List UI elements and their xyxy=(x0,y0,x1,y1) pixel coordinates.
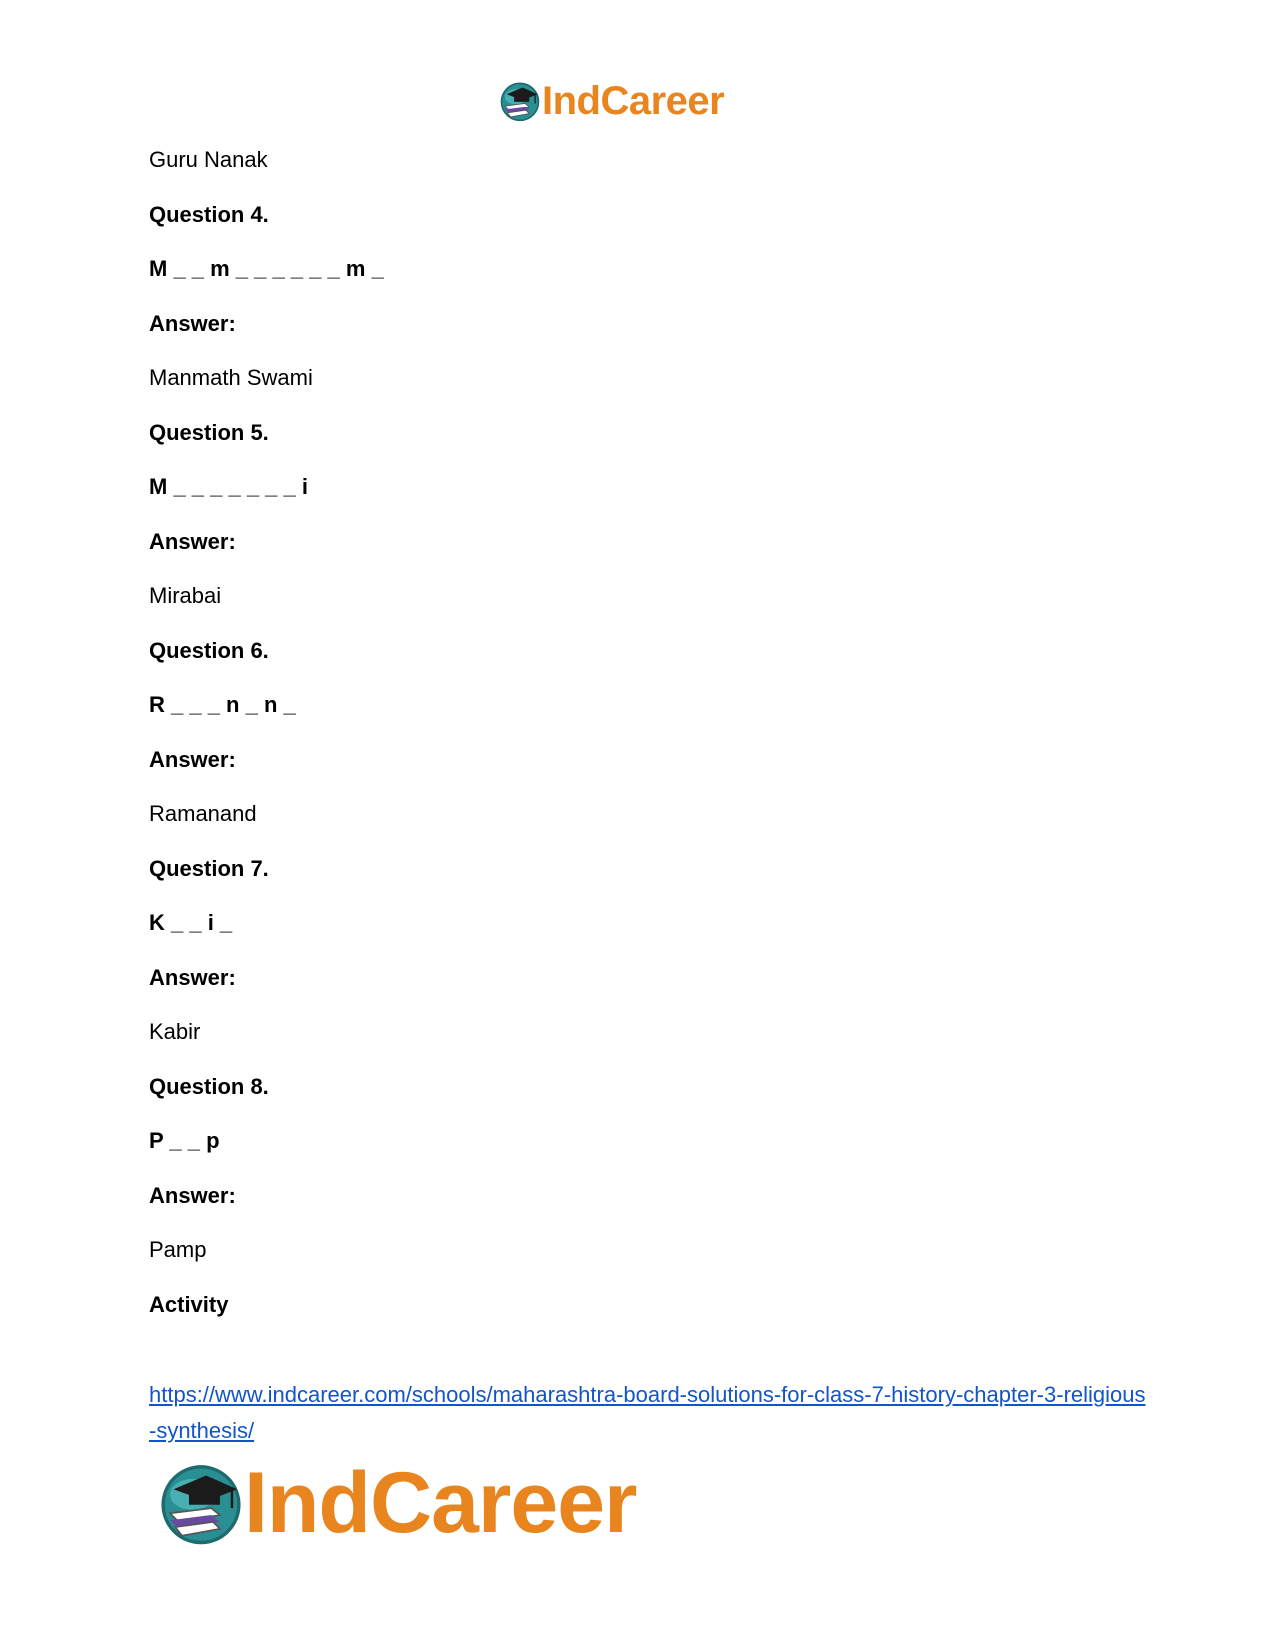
puzzle-clue: P _ _ p xyxy=(149,1128,220,1153)
question-heading: Question 7. xyxy=(149,856,269,881)
answer-text: Pamp xyxy=(149,1237,207,1262)
graduation-cap-book-icon xyxy=(158,1460,244,1546)
logo-wordmark: IndCareer xyxy=(542,79,725,123)
answer-label: Answer: xyxy=(149,965,236,990)
puzzle-clue: K _ _ i _ xyxy=(149,910,233,935)
answer-text: Manmath Swami xyxy=(149,365,313,390)
source-link[interactable]: https://www.indcareer.com/schools/maharashtra-board-solutions-for-class-7-history-chapter-3-religious-synthesis/ xyxy=(149,1382,1146,1443)
question-heading: Question 5. xyxy=(149,420,269,445)
answer-label: Answer: xyxy=(149,311,236,336)
answer-text: Mirabai xyxy=(149,583,222,608)
footer-logo xyxy=(158,1453,637,1553)
puzzle-clue: M _ _ m _ _ _ _ _ _ m _ xyxy=(149,256,384,281)
answer-text: Kabir xyxy=(149,1019,201,1044)
answer-label: Answer: xyxy=(149,529,236,554)
header-logo xyxy=(499,78,724,124)
question-heading: Question 8. xyxy=(149,1074,269,1099)
answer-text: Guru Nanak xyxy=(149,147,268,172)
puzzle-clue: M _ _ _ _ _ _ _ i xyxy=(149,474,308,499)
puzzle-clue: R _ _ _ n _ n _ xyxy=(149,692,296,717)
graduation-cap-book-icon xyxy=(499,80,541,122)
answer-label: Answer: xyxy=(149,747,236,772)
answer-label: Answer: xyxy=(149,1183,236,1208)
question-heading: Question 6. xyxy=(149,638,269,663)
answer-text: Ramanand xyxy=(149,801,257,826)
section-heading: Activity xyxy=(149,1292,229,1317)
question-heading: Question 4. xyxy=(149,202,269,227)
logo-wordmark: IndCareer xyxy=(244,1455,637,1551)
